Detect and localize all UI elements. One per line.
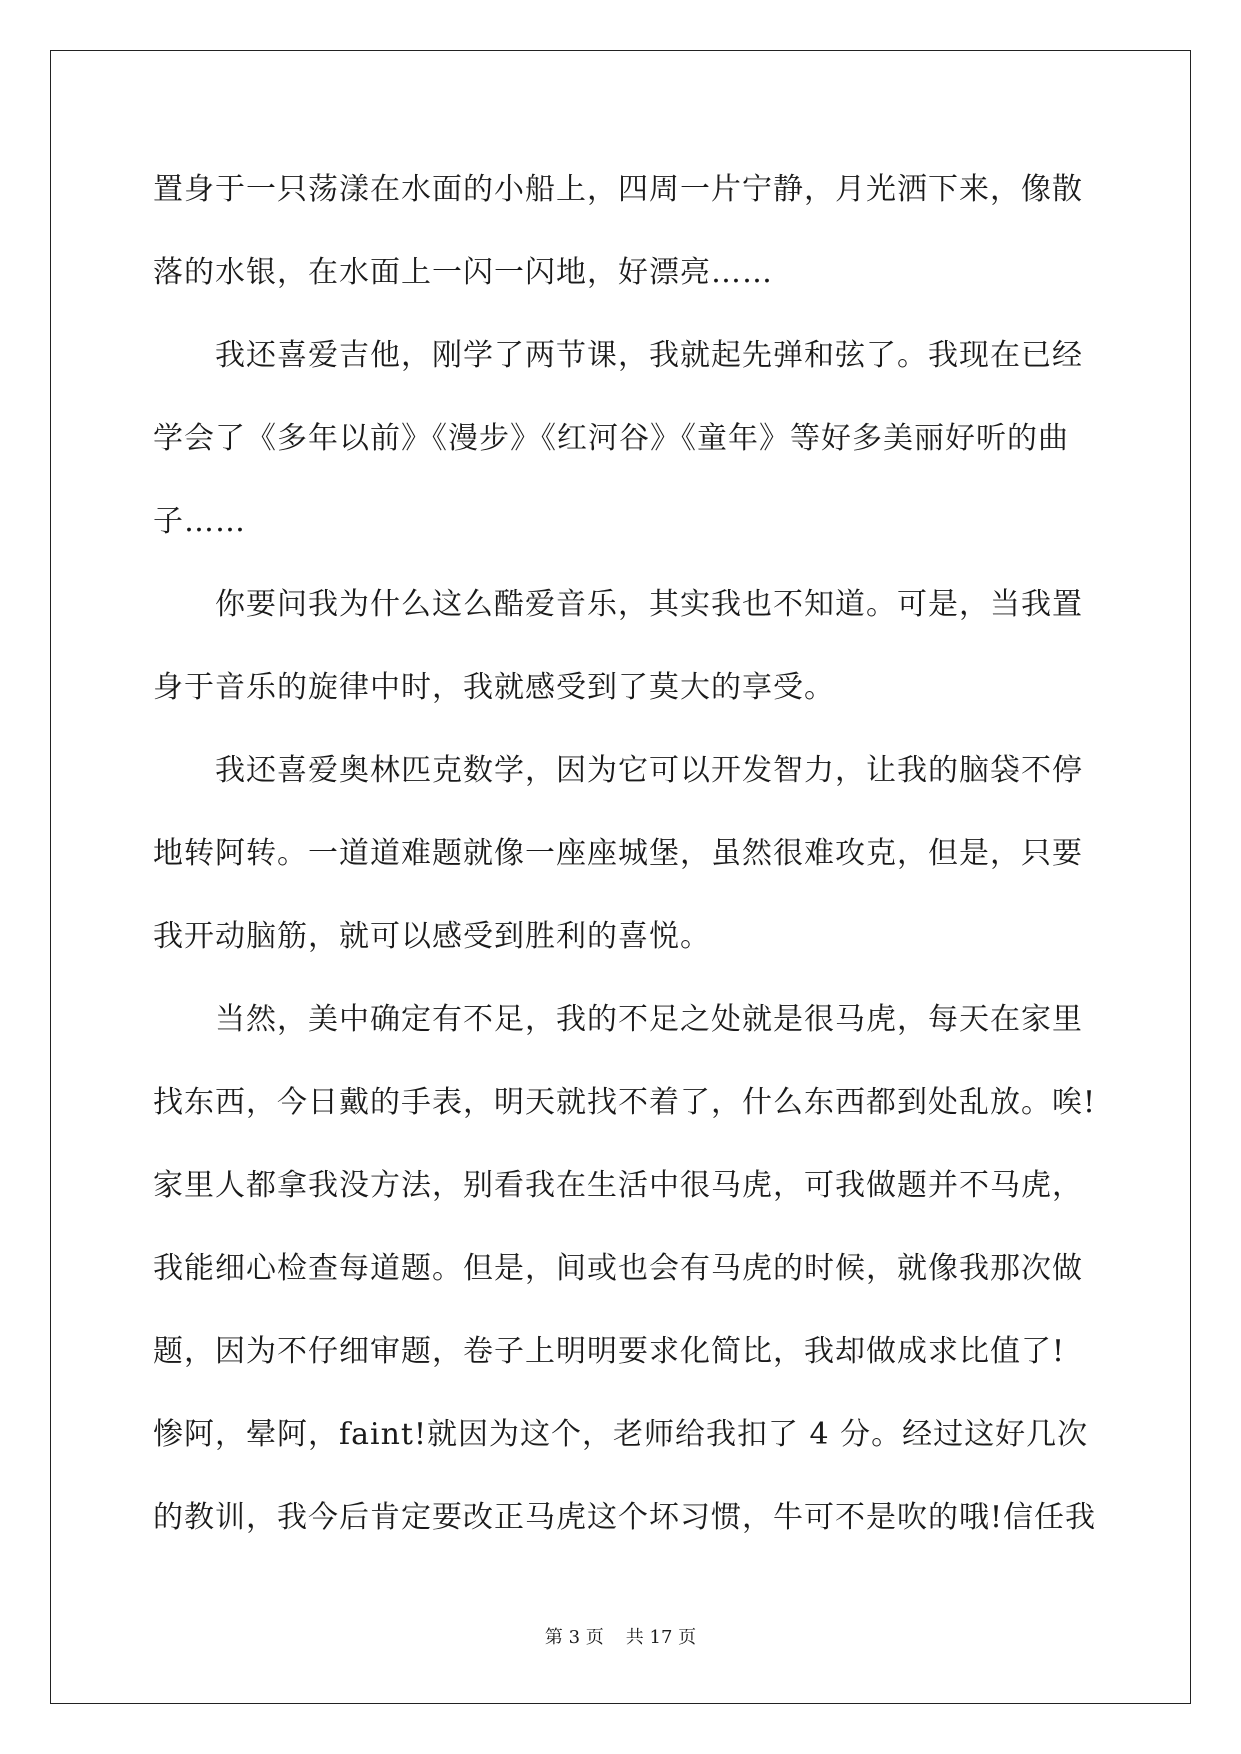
text-line: 身于音乐的旋律中时，我就感受到了莫大的享受。 [153,670,835,705]
text-line: 题，因为不仔细审题，卷子上明明要求化简比，我却做成求比值了! [153,1334,1066,1369]
text-line: 的教训，我今后肯定要改正马虎这个坏习惯，牛可不是吹的哦!信任我 [153,1500,1097,1535]
text-line: 地转阿转。一道道难题就像一座座城堡，虽然很难攻克，但是，只要 [153,836,1083,871]
text-line: 惨阿，晕阿，faint!就因为这个，老师给我扣了 4 分。经过这好几次 [153,1417,1089,1452]
text-line: 子…… [153,504,246,539]
text-line: 我还喜爱吉他，刚学了两节课，我就起先弹和弦了。我现在已经 [153,338,1083,373]
text-line: 家里人都拿我没方法，别看我在生活中很马虎，可我做题并不马虎， [153,1168,1083,1203]
text-line: 我开动脑筋，就可以感受到胜利的喜悦。 [153,919,711,954]
page-frame [50,50,1191,1704]
text-line: 我还喜爱奥林匹克数学，因为它可以开发智力，让我的脑袋不停 [153,753,1083,788]
text-line: 置身于一只荡漾在水面的小船上，四周一片宁静，月光洒下来，像散 [153,172,1083,207]
page-footer [0,1627,1241,1649]
text-line: 当然，美中确定有不足，我的不足之处就是很马虎，每天在家里 [153,1002,1083,1037]
page-total: 共 17 页 [625,1627,697,1648]
text-line: 学会了《多年以前》《漫步》《红河谷》《童年》等好多美丽好听的曲 [153,421,1069,456]
text-line: 我能细心检查每道题。但是，间或也会有马虎的时候，就像我那次做 [153,1251,1083,1286]
page-number: 第 3 页 [544,1627,604,1648]
text-line: 落的水银，在水面上一闪一闪地，好漂亮…… [153,255,773,290]
text-line: 你要问我为什么这么酷爱音乐，其实我也不知道。可是，当我置 [153,587,1083,622]
text-line: 找东西，今日戴的手表，明天就找不着了，什么东西都到处乱放。唉! [153,1085,1097,1120]
